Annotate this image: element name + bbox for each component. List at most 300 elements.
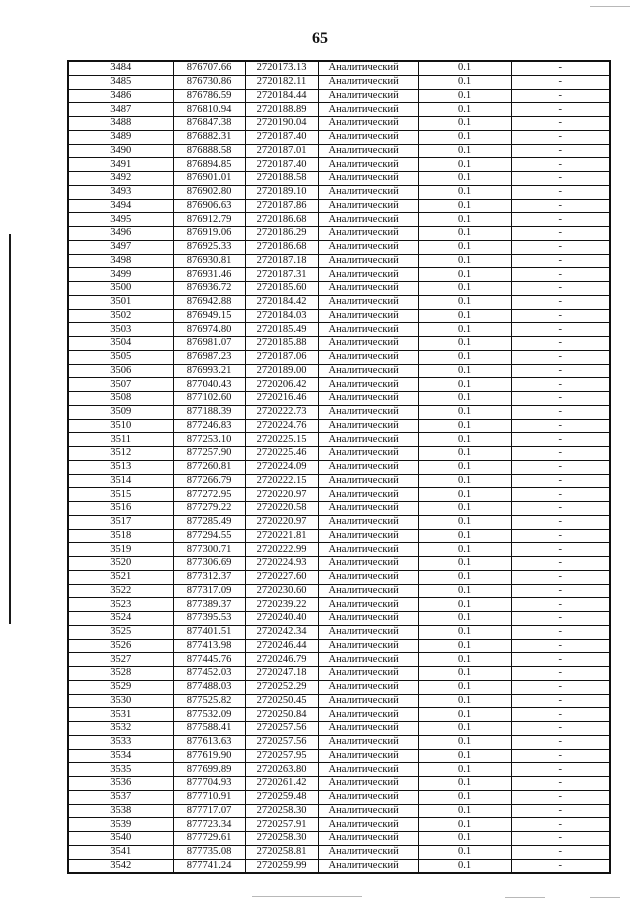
- x-coordinate-cell: 877188.39: [173, 405, 245, 419]
- point-number-cell: 3525: [68, 625, 173, 639]
- scan-artifact-line: [505, 897, 545, 898]
- y-coordinate-cell: 2720258.81: [245, 845, 318, 859]
- accuracy-cell: 0.1: [418, 667, 511, 681]
- method-cell: Аналитический: [318, 502, 418, 516]
- accuracy-cell: 0.1: [418, 639, 511, 653]
- point-number-cell: 3541: [68, 845, 173, 859]
- x-coordinate-cell: 876912.79: [173, 213, 245, 227]
- x-coordinate-cell: 877260.81: [173, 460, 245, 474]
- y-coordinate-cell: 2720186.29: [245, 227, 318, 241]
- point-number-cell: 3518: [68, 529, 173, 543]
- table-row: [68, 433, 610, 447]
- table-row: [68, 364, 610, 378]
- method-cell: Аналитический: [318, 515, 418, 529]
- accuracy-cell: 0.1: [418, 419, 511, 433]
- y-coordinate-cell: 2720239.22: [245, 598, 318, 612]
- x-coordinate-cell: 877588.41: [173, 722, 245, 736]
- point-number-cell: 3505: [68, 350, 173, 364]
- accuracy-cell: 0.1: [418, 185, 511, 199]
- accuracy-cell: 0.1: [418, 75, 511, 89]
- table-row: [68, 185, 610, 199]
- accuracy-cell: 0.1: [418, 804, 511, 818]
- y-coordinate-cell: 2720225.46: [245, 447, 318, 461]
- method-cell: Аналитический: [318, 75, 418, 89]
- method-cell: Аналитический: [318, 89, 418, 103]
- note-cell: -: [511, 364, 610, 378]
- y-coordinate-cell: 2720187.40: [245, 130, 318, 144]
- accuracy-cell: 0.1: [418, 117, 511, 131]
- accuracy-cell: 0.1: [418, 158, 511, 172]
- y-coordinate-cell: 2720187.18: [245, 254, 318, 268]
- method-cell: Аналитический: [318, 158, 418, 172]
- note-cell: -: [511, 295, 610, 309]
- table-row: [68, 529, 610, 543]
- accuracy-cell: 0.1: [418, 103, 511, 117]
- y-coordinate-cell: 2720227.60: [245, 570, 318, 584]
- x-coordinate-cell: 876936.72: [173, 282, 245, 296]
- point-number-cell: 3488: [68, 117, 173, 131]
- accuracy-cell: 0.1: [418, 392, 511, 406]
- y-coordinate-cell: 2720258.30: [245, 804, 318, 818]
- point-number-cell: 3493: [68, 185, 173, 199]
- method-cell: Аналитический: [318, 557, 418, 571]
- x-coordinate-cell: 877704.93: [173, 777, 245, 791]
- y-coordinate-cell: 2720184.03: [245, 309, 318, 323]
- note-cell: -: [511, 419, 610, 433]
- y-coordinate-cell: 2720259.48: [245, 790, 318, 804]
- point-number-cell: 3502: [68, 309, 173, 323]
- point-number-cell: 3539: [68, 818, 173, 832]
- table-row: [68, 460, 610, 474]
- y-coordinate-cell: 2720257.95: [245, 749, 318, 763]
- x-coordinate-cell: 876888.58: [173, 144, 245, 158]
- table-row: [68, 130, 610, 144]
- point-number-cell: 3512: [68, 447, 173, 461]
- y-coordinate-cell: 2720258.30: [245, 832, 318, 846]
- note-cell: -: [511, 213, 610, 227]
- accuracy-cell: 0.1: [418, 763, 511, 777]
- accuracy-cell: 0.1: [418, 172, 511, 186]
- note-cell: -: [511, 818, 610, 832]
- note-cell: -: [511, 144, 610, 158]
- x-coordinate-cell: 876882.31: [173, 130, 245, 144]
- x-coordinate-cell: 877532.09: [173, 708, 245, 722]
- accuracy-cell: 0.1: [418, 474, 511, 488]
- x-coordinate-cell: 877717.07: [173, 804, 245, 818]
- x-coordinate-cell: 877401.51: [173, 625, 245, 639]
- accuracy-cell: 0.1: [418, 818, 511, 832]
- method-cell: Аналитический: [318, 378, 418, 392]
- accuracy-cell: 0.1: [418, 722, 511, 736]
- y-coordinate-cell: 2720250.84: [245, 708, 318, 722]
- method-cell: Аналитический: [318, 364, 418, 378]
- x-coordinate-cell: 876981.07: [173, 337, 245, 351]
- note-cell: -: [511, 185, 610, 199]
- y-coordinate-cell: 2720222.73: [245, 405, 318, 419]
- method-cell: Аналитический: [318, 185, 418, 199]
- accuracy-cell: 0.1: [418, 364, 511, 378]
- note-cell: -: [511, 240, 610, 254]
- note-cell: -: [511, 694, 610, 708]
- table-row: [68, 61, 610, 75]
- y-coordinate-cell: 2720263.80: [245, 763, 318, 777]
- x-coordinate-cell: 876930.81: [173, 254, 245, 268]
- table-row: [68, 598, 610, 612]
- table-row: [68, 584, 610, 598]
- method-cell: Аналитический: [318, 818, 418, 832]
- x-coordinate-cell: 876906.63: [173, 199, 245, 213]
- x-coordinate-cell: 876942.88: [173, 295, 245, 309]
- y-coordinate-cell: 2720184.44: [245, 89, 318, 103]
- x-coordinate-cell: 877710.91: [173, 790, 245, 804]
- y-coordinate-cell: 2720222.99: [245, 543, 318, 557]
- method-cell: Аналитический: [318, 405, 418, 419]
- x-coordinate-cell: 877253.10: [173, 433, 245, 447]
- table-row: [68, 337, 610, 351]
- x-coordinate-cell: 877246.83: [173, 419, 245, 433]
- table-row: [68, 474, 610, 488]
- accuracy-cell: 0.1: [418, 254, 511, 268]
- table-row: [68, 722, 610, 736]
- note-cell: -: [511, 639, 610, 653]
- y-coordinate-cell: 2720250.45: [245, 694, 318, 708]
- y-coordinate-cell: 2720216.46: [245, 392, 318, 406]
- note-cell: -: [511, 350, 610, 364]
- note-cell: -: [511, 433, 610, 447]
- point-number-cell: 3530: [68, 694, 173, 708]
- scan-margin-mark: [9, 234, 11, 624]
- table-row: [68, 708, 610, 722]
- y-coordinate-cell: 2720187.40: [245, 158, 318, 172]
- y-coordinate-cell: 2720230.60: [245, 584, 318, 598]
- table-row: [68, 103, 610, 117]
- note-cell: -: [511, 584, 610, 598]
- x-coordinate-cell: 876949.15: [173, 309, 245, 323]
- table-row: [68, 75, 610, 89]
- table-row: [68, 818, 610, 832]
- method-cell: Аналитический: [318, 667, 418, 681]
- method-cell: Аналитический: [318, 598, 418, 612]
- accuracy-cell: 0.1: [418, 309, 511, 323]
- x-coordinate-cell: 876894.85: [173, 158, 245, 172]
- point-number-cell: 3498: [68, 254, 173, 268]
- method-cell: Аналитический: [318, 337, 418, 351]
- table-row: [68, 309, 610, 323]
- y-coordinate-cell: 2720246.44: [245, 639, 318, 653]
- accuracy-cell: 0.1: [418, 612, 511, 626]
- note-cell: -: [511, 75, 610, 89]
- point-number-cell: 3492: [68, 172, 173, 186]
- point-number-cell: 3497: [68, 240, 173, 254]
- note-cell: -: [511, 254, 610, 268]
- method-cell: Аналитический: [318, 722, 418, 736]
- note-cell: -: [511, 515, 610, 529]
- table-row: [68, 557, 610, 571]
- x-coordinate-cell: 877413.98: [173, 639, 245, 653]
- y-coordinate-cell: 2720224.76: [245, 419, 318, 433]
- point-number-cell: 3522: [68, 584, 173, 598]
- method-cell: Аналитический: [318, 845, 418, 859]
- accuracy-cell: 0.1: [418, 515, 511, 529]
- note-cell: -: [511, 722, 610, 736]
- table-row: [68, 282, 610, 296]
- note-cell: -: [511, 570, 610, 584]
- method-cell: Аналитический: [318, 172, 418, 186]
- method-cell: Аналитический: [318, 213, 418, 227]
- y-coordinate-cell: 2720240.40: [245, 612, 318, 626]
- y-coordinate-cell: 2720224.09: [245, 460, 318, 474]
- point-number-cell: 3535: [68, 763, 173, 777]
- x-coordinate-cell: 876974.80: [173, 323, 245, 337]
- point-number-cell: 3500: [68, 282, 173, 296]
- method-cell: Аналитический: [318, 117, 418, 131]
- note-cell: -: [511, 337, 610, 351]
- note-cell: -: [511, 172, 610, 186]
- method-cell: Аналитический: [318, 625, 418, 639]
- y-coordinate-cell: 2720206.42: [245, 378, 318, 392]
- note-cell: -: [511, 392, 610, 406]
- point-number-cell: 3507: [68, 378, 173, 392]
- accuracy-cell: 0.1: [418, 323, 511, 337]
- accuracy-cell: 0.1: [418, 832, 511, 846]
- accuracy-cell: 0.1: [418, 859, 511, 873]
- coordinates-table: [67, 60, 611, 874]
- y-coordinate-cell: 2720257.56: [245, 722, 318, 736]
- point-number-cell: 3496: [68, 227, 173, 241]
- point-number-cell: 3521: [68, 570, 173, 584]
- accuracy-cell: 0.1: [418, 337, 511, 351]
- method-cell: Аналитический: [318, 199, 418, 213]
- point-number-cell: 3542: [68, 859, 173, 873]
- x-coordinate-cell: 877389.37: [173, 598, 245, 612]
- x-coordinate-cell: 877452.03: [173, 667, 245, 681]
- point-number-cell: 3519: [68, 543, 173, 557]
- x-coordinate-cell: 877723.34: [173, 818, 245, 832]
- x-coordinate-cell: 877741.24: [173, 859, 245, 873]
- note-cell: -: [511, 777, 610, 791]
- accuracy-cell: 0.1: [418, 584, 511, 598]
- y-coordinate-cell: 2720185.60: [245, 282, 318, 296]
- accuracy-cell: 0.1: [418, 350, 511, 364]
- method-cell: Аналитический: [318, 130, 418, 144]
- method-cell: Аналитический: [318, 61, 418, 75]
- accuracy-cell: 0.1: [418, 570, 511, 584]
- note-cell: -: [511, 323, 610, 337]
- note-cell: -: [511, 680, 610, 694]
- accuracy-cell: 0.1: [418, 378, 511, 392]
- note-cell: -: [511, 158, 610, 172]
- y-coordinate-cell: 2720187.31: [245, 268, 318, 282]
- accuracy-cell: 0.1: [418, 543, 511, 557]
- x-coordinate-cell: 876901.01: [173, 172, 245, 186]
- y-coordinate-cell: 2720184.42: [245, 295, 318, 309]
- point-number-cell: 3515: [68, 488, 173, 502]
- accuracy-cell: 0.1: [418, 694, 511, 708]
- table-row: [68, 392, 610, 406]
- x-coordinate-cell: 876902.80: [173, 185, 245, 199]
- table-row: [68, 447, 610, 461]
- y-coordinate-cell: 2720182.11: [245, 75, 318, 89]
- note-cell: -: [511, 89, 610, 103]
- note-cell: -: [511, 543, 610, 557]
- accuracy-cell: 0.1: [418, 749, 511, 763]
- accuracy-cell: 0.1: [418, 213, 511, 227]
- x-coordinate-cell: 877294.55: [173, 529, 245, 543]
- y-coordinate-cell: 2720224.93: [245, 557, 318, 571]
- note-cell: -: [511, 502, 610, 516]
- table-row: [68, 323, 610, 337]
- y-coordinate-cell: 2720257.91: [245, 818, 318, 832]
- method-cell: Аналитический: [318, 832, 418, 846]
- accuracy-cell: 0.1: [418, 502, 511, 516]
- note-cell: -: [511, 749, 610, 763]
- method-cell: Аналитический: [318, 309, 418, 323]
- method-cell: Аналитический: [318, 240, 418, 254]
- method-cell: Аналитический: [318, 474, 418, 488]
- x-coordinate-cell: 876786.59: [173, 89, 245, 103]
- method-cell: Аналитический: [318, 790, 418, 804]
- note-cell: -: [511, 859, 610, 873]
- accuracy-cell: 0.1: [418, 295, 511, 309]
- point-number-cell: 3485: [68, 75, 173, 89]
- note-cell: -: [511, 804, 610, 818]
- y-coordinate-cell: 2720189.10: [245, 185, 318, 199]
- y-coordinate-cell: 2720247.18: [245, 667, 318, 681]
- table-row: [68, 570, 610, 584]
- note-cell: -: [511, 653, 610, 667]
- table-row: [68, 667, 610, 681]
- coordinates-table-body: [68, 61, 610, 873]
- y-coordinate-cell: 2720257.56: [245, 735, 318, 749]
- table-row: [68, 749, 610, 763]
- y-coordinate-cell: 2720252.29: [245, 680, 318, 694]
- accuracy-cell: 0.1: [418, 89, 511, 103]
- method-cell: Аналитический: [318, 433, 418, 447]
- y-coordinate-cell: 2720242.34: [245, 625, 318, 639]
- x-coordinate-cell: 877312.37: [173, 570, 245, 584]
- y-coordinate-cell: 2720187.06: [245, 350, 318, 364]
- method-cell: Аналитический: [318, 323, 418, 337]
- point-number-cell: 3533: [68, 735, 173, 749]
- method-cell: Аналитический: [318, 268, 418, 282]
- method-cell: Аналитический: [318, 529, 418, 543]
- point-number-cell: 3520: [68, 557, 173, 571]
- x-coordinate-cell: 877257.90: [173, 447, 245, 461]
- table-row: [68, 419, 610, 433]
- x-coordinate-cell: 877699.89: [173, 763, 245, 777]
- method-cell: Аналитический: [318, 694, 418, 708]
- accuracy-cell: 0.1: [418, 268, 511, 282]
- point-number-cell: 3506: [68, 364, 173, 378]
- point-number-cell: 3511: [68, 433, 173, 447]
- point-number-cell: 3491: [68, 158, 173, 172]
- x-coordinate-cell: 877272.95: [173, 488, 245, 502]
- point-number-cell: 3527: [68, 653, 173, 667]
- method-cell: Аналитический: [318, 570, 418, 584]
- method-cell: Аналитический: [318, 144, 418, 158]
- x-coordinate-cell: 876931.46: [173, 268, 245, 282]
- table-row: [68, 227, 610, 241]
- method-cell: Аналитический: [318, 295, 418, 309]
- table-row: [68, 213, 610, 227]
- y-coordinate-cell: 2720185.49: [245, 323, 318, 337]
- y-coordinate-cell: 2720185.88: [245, 337, 318, 351]
- point-number-cell: 3490: [68, 144, 173, 158]
- table-row: [68, 543, 610, 557]
- table-row: [68, 832, 610, 846]
- accuracy-cell: 0.1: [418, 61, 511, 75]
- y-coordinate-cell: 2720261.42: [245, 777, 318, 791]
- x-coordinate-cell: 876993.21: [173, 364, 245, 378]
- note-cell: -: [511, 474, 610, 488]
- x-coordinate-cell: 877317.09: [173, 584, 245, 598]
- note-cell: -: [511, 557, 610, 571]
- point-number-cell: 3532: [68, 722, 173, 736]
- method-cell: Аналитический: [318, 804, 418, 818]
- table-row: [68, 350, 610, 364]
- x-coordinate-cell: 876730.86: [173, 75, 245, 89]
- note-cell: -: [511, 460, 610, 474]
- method-cell: Аналитический: [318, 254, 418, 268]
- table-row: [68, 763, 610, 777]
- table-row: [68, 804, 610, 818]
- y-coordinate-cell: 2720221.81: [245, 529, 318, 543]
- table-row: [68, 515, 610, 529]
- scan-artifact-line: [590, 6, 630, 7]
- accuracy-cell: 0.1: [418, 598, 511, 612]
- method-cell: Аналитический: [318, 859, 418, 873]
- method-cell: Аналитический: [318, 447, 418, 461]
- accuracy-cell: 0.1: [418, 282, 511, 296]
- method-cell: Аналитический: [318, 282, 418, 296]
- note-cell: -: [511, 130, 610, 144]
- table-row: [68, 268, 610, 282]
- table-row: [68, 199, 610, 213]
- accuracy-cell: 0.1: [418, 199, 511, 213]
- note-cell: -: [511, 61, 610, 75]
- point-number-cell: 3494: [68, 199, 173, 213]
- accuracy-cell: 0.1: [418, 735, 511, 749]
- table-row: [68, 777, 610, 791]
- x-coordinate-cell: 876810.94: [173, 103, 245, 117]
- method-cell: Аналитический: [318, 749, 418, 763]
- y-coordinate-cell: 2720186.68: [245, 240, 318, 254]
- table-row: [68, 612, 610, 626]
- x-coordinate-cell: 877619.90: [173, 749, 245, 763]
- point-number-cell: 3537: [68, 790, 173, 804]
- note-cell: -: [511, 309, 610, 323]
- x-coordinate-cell: 876707.66: [173, 61, 245, 75]
- x-coordinate-cell: 877040.43: [173, 378, 245, 392]
- x-coordinate-cell: 877102.60: [173, 392, 245, 406]
- method-cell: Аналитический: [318, 460, 418, 474]
- method-cell: Аналитический: [318, 584, 418, 598]
- note-cell: -: [511, 282, 610, 296]
- note-cell: -: [511, 268, 610, 282]
- method-cell: Аналитический: [318, 227, 418, 241]
- point-number-cell: 3534: [68, 749, 173, 763]
- point-number-cell: 3536: [68, 777, 173, 791]
- note-cell: -: [511, 227, 610, 241]
- accuracy-cell: 0.1: [418, 488, 511, 502]
- note-cell: -: [511, 378, 610, 392]
- accuracy-cell: 0.1: [418, 708, 511, 722]
- accuracy-cell: 0.1: [418, 653, 511, 667]
- x-coordinate-cell: 877279.22: [173, 502, 245, 516]
- note-cell: -: [511, 405, 610, 419]
- point-number-cell: 3501: [68, 295, 173, 309]
- table-row: [68, 859, 610, 873]
